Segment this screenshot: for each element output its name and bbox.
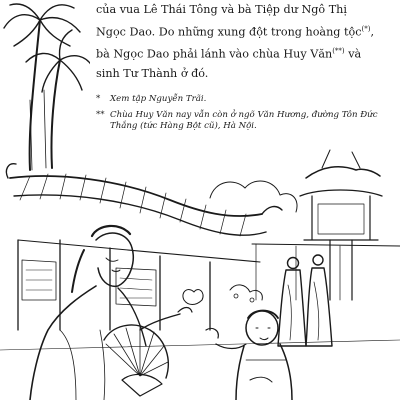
narration-paragraph [96, 0, 396, 83]
narration-line-2: Ngọc Dao. Do những xung đột trong hoàng tộc [96, 25, 362, 39]
footnote [96, 94, 396, 106]
narration-line-2-end: , [370, 25, 375, 39]
footnote [96, 110, 396, 133]
narration-line-3-end: và [344, 47, 362, 61]
hand-fan [104, 325, 168, 396]
footnote-mark: * [96, 94, 101, 104]
monks [278, 255, 332, 346]
footnote-mark: ** [96, 109, 105, 120]
narration-line-1: của vua Lê Thái Tông và bà Tiệp dư Ngô Thị [96, 3, 347, 16]
narration-line-4: sinh Tư Thành ở đó. [96, 66, 209, 80]
footnote-text: Chùa Huy Văn nay vẫn còn ở ngõ Văn Hương, đường Tôn Đức Thắng (tức Hàng Bột cũ), Hà Nội. [110, 109, 378, 131]
palm-tree-left [4, 4, 92, 170]
footnote-ref-1: (*) [361, 24, 371, 33]
footnote-ref-2: (**) [332, 46, 345, 55]
pagoda-roof [6, 164, 282, 236]
footnotes [96, 94, 396, 137]
narration-line-3: bà Ngọc Dao phải lánh vào chùa Huy Văn [96, 47, 333, 61]
pagoda-gate [300, 150, 382, 300]
footnote-text: Xem tập Nguyễn Trãi. [110, 94, 207, 104]
narration-text [96, 0, 396, 83]
